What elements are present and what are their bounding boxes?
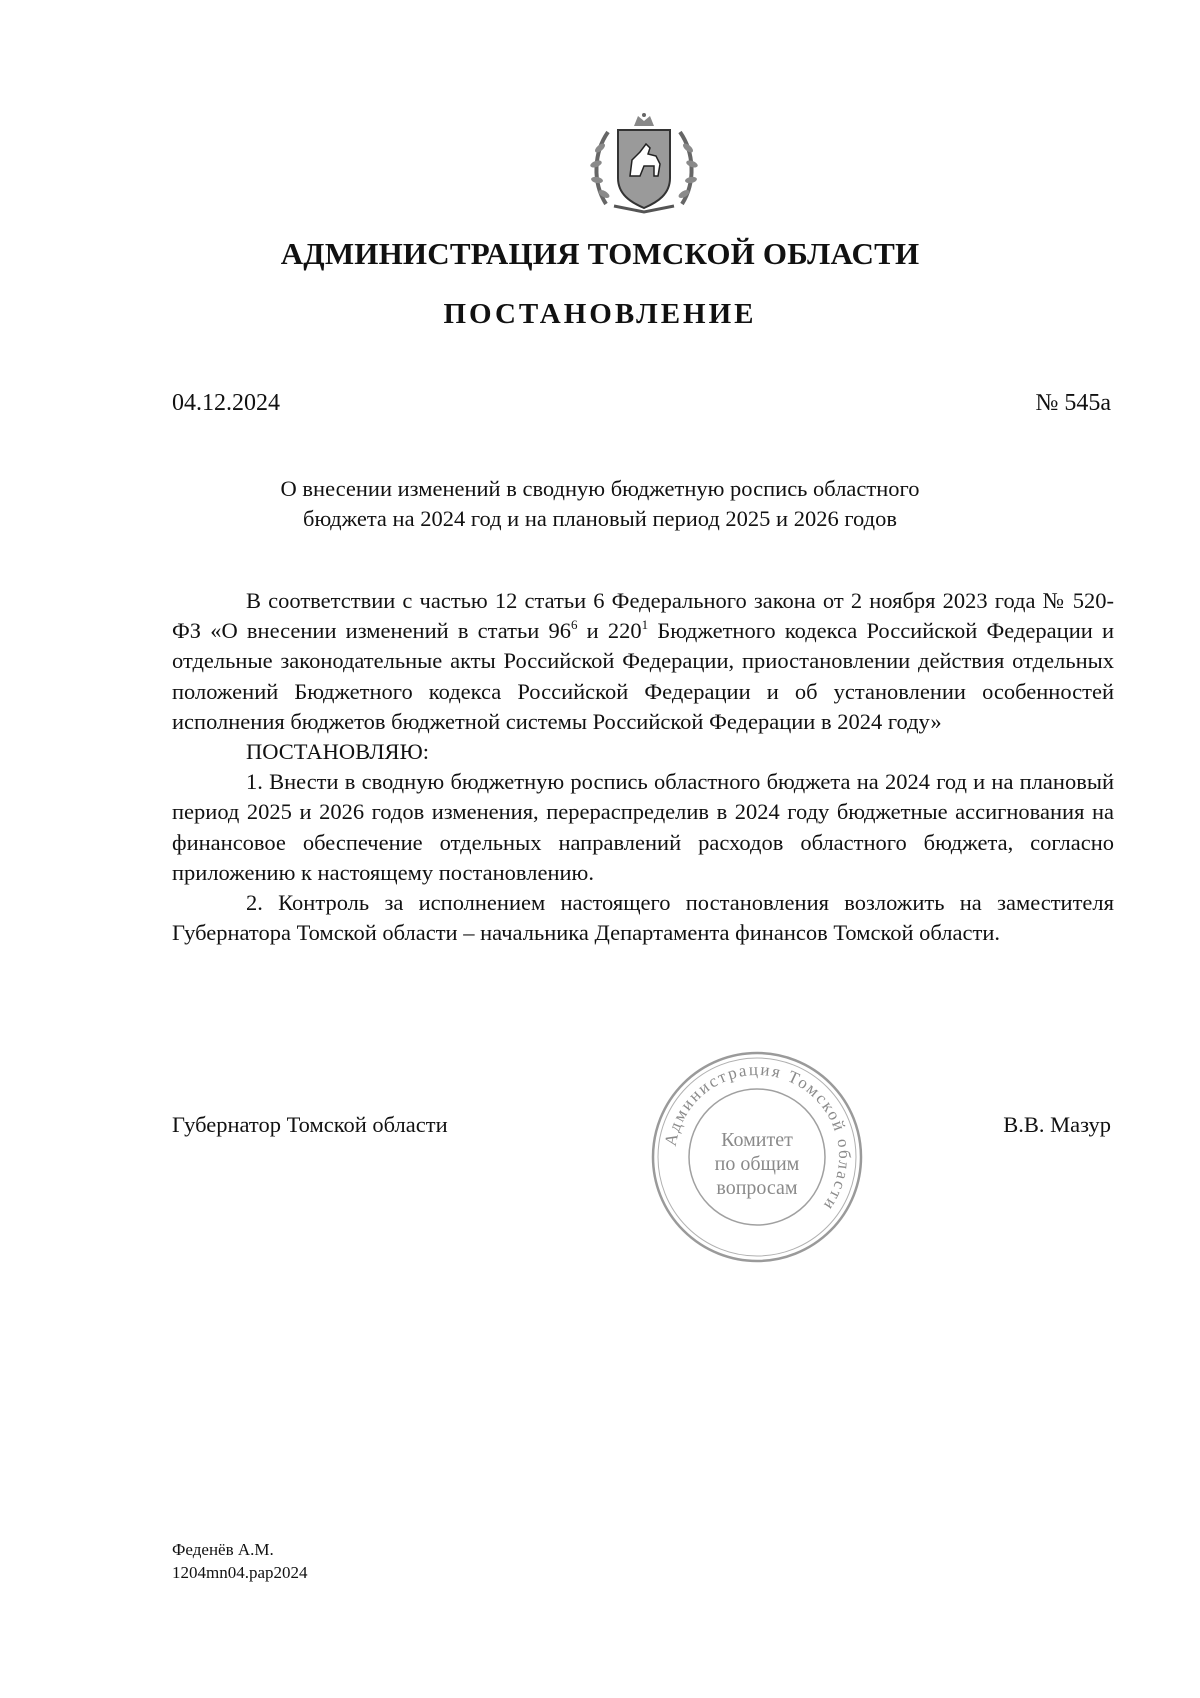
preamble-text: Бюджетного кодекса Российской Федерации и отдельные законодательные акты Российской Федерации, приостановлении действия отдельных положений Бюджетного кодекса Российской Федерации и об установлении особенностей исполнения бюджетов бюджетной системы Российской Федерации в 2024 году» <box>172 618 1114 734</box>
executor-note <box>172 1538 308 1584</box>
superscript: 1 <box>641 617 649 633</box>
signatory-position: Губернатор Томской области <box>172 1112 448 1137</box>
document-subject <box>0 474 1200 534</box>
seal-ring-text: Администрация Томской области <box>660 1059 855 1216</box>
organization-title: АДМИНИСТРАЦИЯ ТОМСКОЙ ОБЛАСТИ <box>280 236 920 271</box>
preamble-text: В соответствии с частью 12 статьи 6 Федерального закона от 2 ноября 2023 года № 520-ФЗ «О внесении изменений в статьи 96 <box>172 588 1114 644</box>
resolution-item: 2. Контроль за исполнением настоящего постановления возложить на заместителя Губернатора Томской области – начальника Департамента финансов Томской области. <box>172 890 1114 946</box>
document-type-title: ПОСТАНОВЛЕНИЕ <box>443 298 757 330</box>
seal-center-text: по общим <box>714 1153 800 1175</box>
preamble-text: и 220 <box>577 618 642 644</box>
official-seal <box>648 1048 866 1266</box>
document-body <box>172 586 1114 948</box>
seal-center-text: Комитет <box>721 1129 793 1151</box>
document-number: № 545а <box>1035 390 1111 416</box>
superscript: 6 <box>570 617 578 633</box>
subject-line: О внесении изменений в сводную бюджетную роспись областного <box>280 476 920 501</box>
resolution-item: 1. Внести в сводную бюджетную роспись областного бюджета на 2024 год и на плановый период 2025 и 2026 годов изменения, перераспределив в 2024 году бюджетные ассигнования на финансовое обеспечение отдельных направлений расходов областного бюджета, согласно приложению к настоящему постановлению. <box>172 769 1114 885</box>
signatory-name: В.В. Мазур <box>1003 1112 1111 1137</box>
executor-file: 1204mn04.pap2024 <box>172 1563 308 1582</box>
subject-line: бюджета на 2024 год и на плановый период 2025 и 2026 годов <box>303 506 897 531</box>
seal-center-text: вопросам <box>716 1177 798 1199</box>
executor-name: Феденёв А.М. <box>172 1540 274 1559</box>
coat-of-arms-icon <box>584 112 704 214</box>
resolve-word: ПОСТАНОВЛЯЮ: <box>246 739 429 765</box>
document-date: 04.12.2024 <box>172 390 280 416</box>
preamble-paragraph <box>172 586 1114 737</box>
